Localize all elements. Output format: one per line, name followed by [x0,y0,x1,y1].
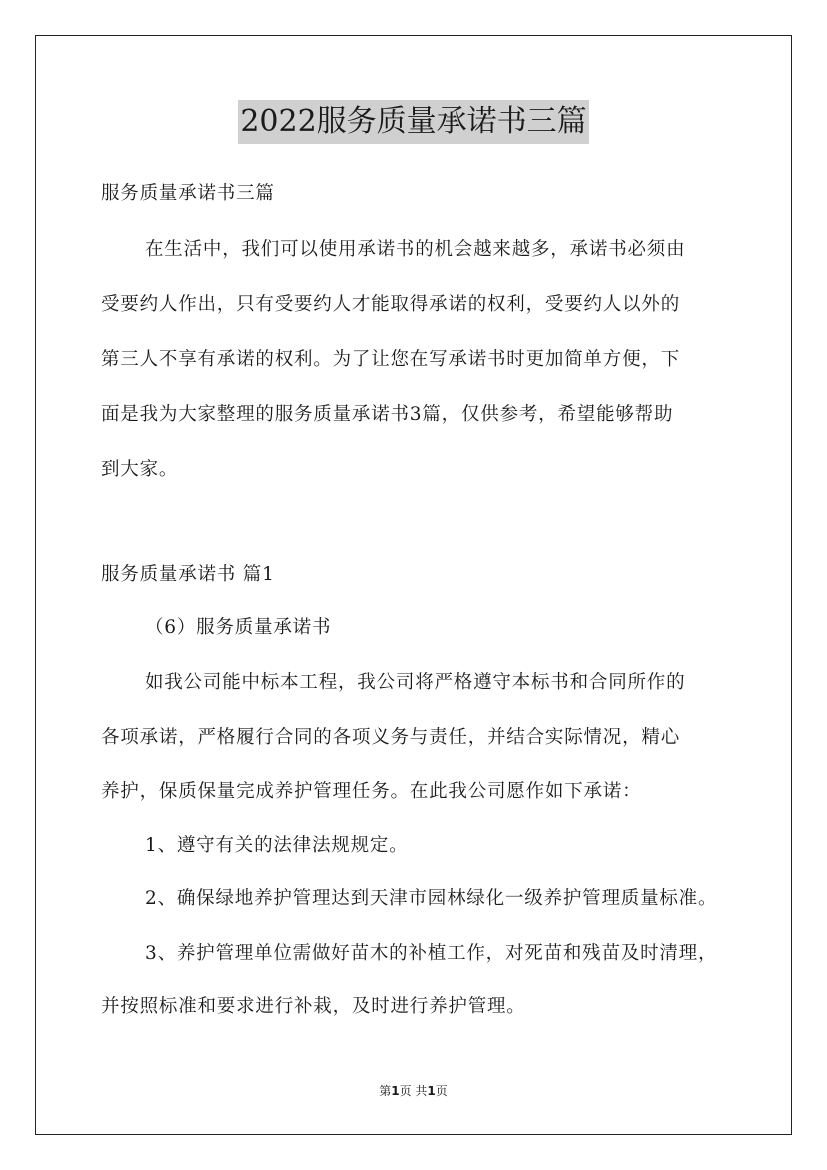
footer-suffix: 页 [435,1084,448,1098]
list-item-3-cont: 并按照标准和要求进行补栽，及时进行养护管理。 [101,996,526,1017]
section-heading: 服务质量承诺书 篇1 [101,564,275,585]
para-line-3: 养护，保质保量完成养护管理任务。在此我公司愿作如下承诺： [101,781,642,802]
intro-line-2: 受要约人作出，只有受要约人才能取得承诺的权利，受要约人以外的 [101,294,681,315]
list-item-2: 2、确保绿地养护管理达到天津市园林绿化一级养护管理质量标准。 [145,888,718,909]
intro-line-1: 在生活中，我们可以使用承诺书的机会越来越多，承诺书必须由 [145,239,686,260]
section-subheading: （6）服务质量承诺书 [145,617,332,638]
intro-line-5: 到大家。 [101,459,179,480]
footer-page-number: 1 [391,1084,400,1098]
subtitle: 服务质量承诺书三篇 [101,183,275,204]
para-line-2: 各项承诺，严格履行合同的各项义务与责任，并结合实际情况，精心 [101,727,681,748]
document-title: 2022服务质量承诺书三篇 [238,100,588,144]
list-item-1: 1、遵守有关的法律法规规定。 [145,835,409,856]
intro-line-3: 第三人不享有承诺的权利。为了让您在写承诺书时更加简单方便，下 [101,349,681,370]
para-line-1: 如我公司能中标本工程，我公司将严格遵守本标书和合同所作的 [145,672,686,693]
footer-total-pages: 1 [427,1084,436,1098]
footer-prefix: 第 [379,1084,392,1098]
title-wrap [0,100,827,144]
page-footer [0,1083,827,1099]
footer-mid: 页 共 [399,1084,428,1098]
intro-line-4: 面是我为大家整理的服务质量承诺书3篇，仅供参考，希望能够帮助 [101,404,674,425]
list-item-3: 3、养护管理单位需做好苗木的补植工作，对死苗和残苗及时清理， [145,943,718,964]
